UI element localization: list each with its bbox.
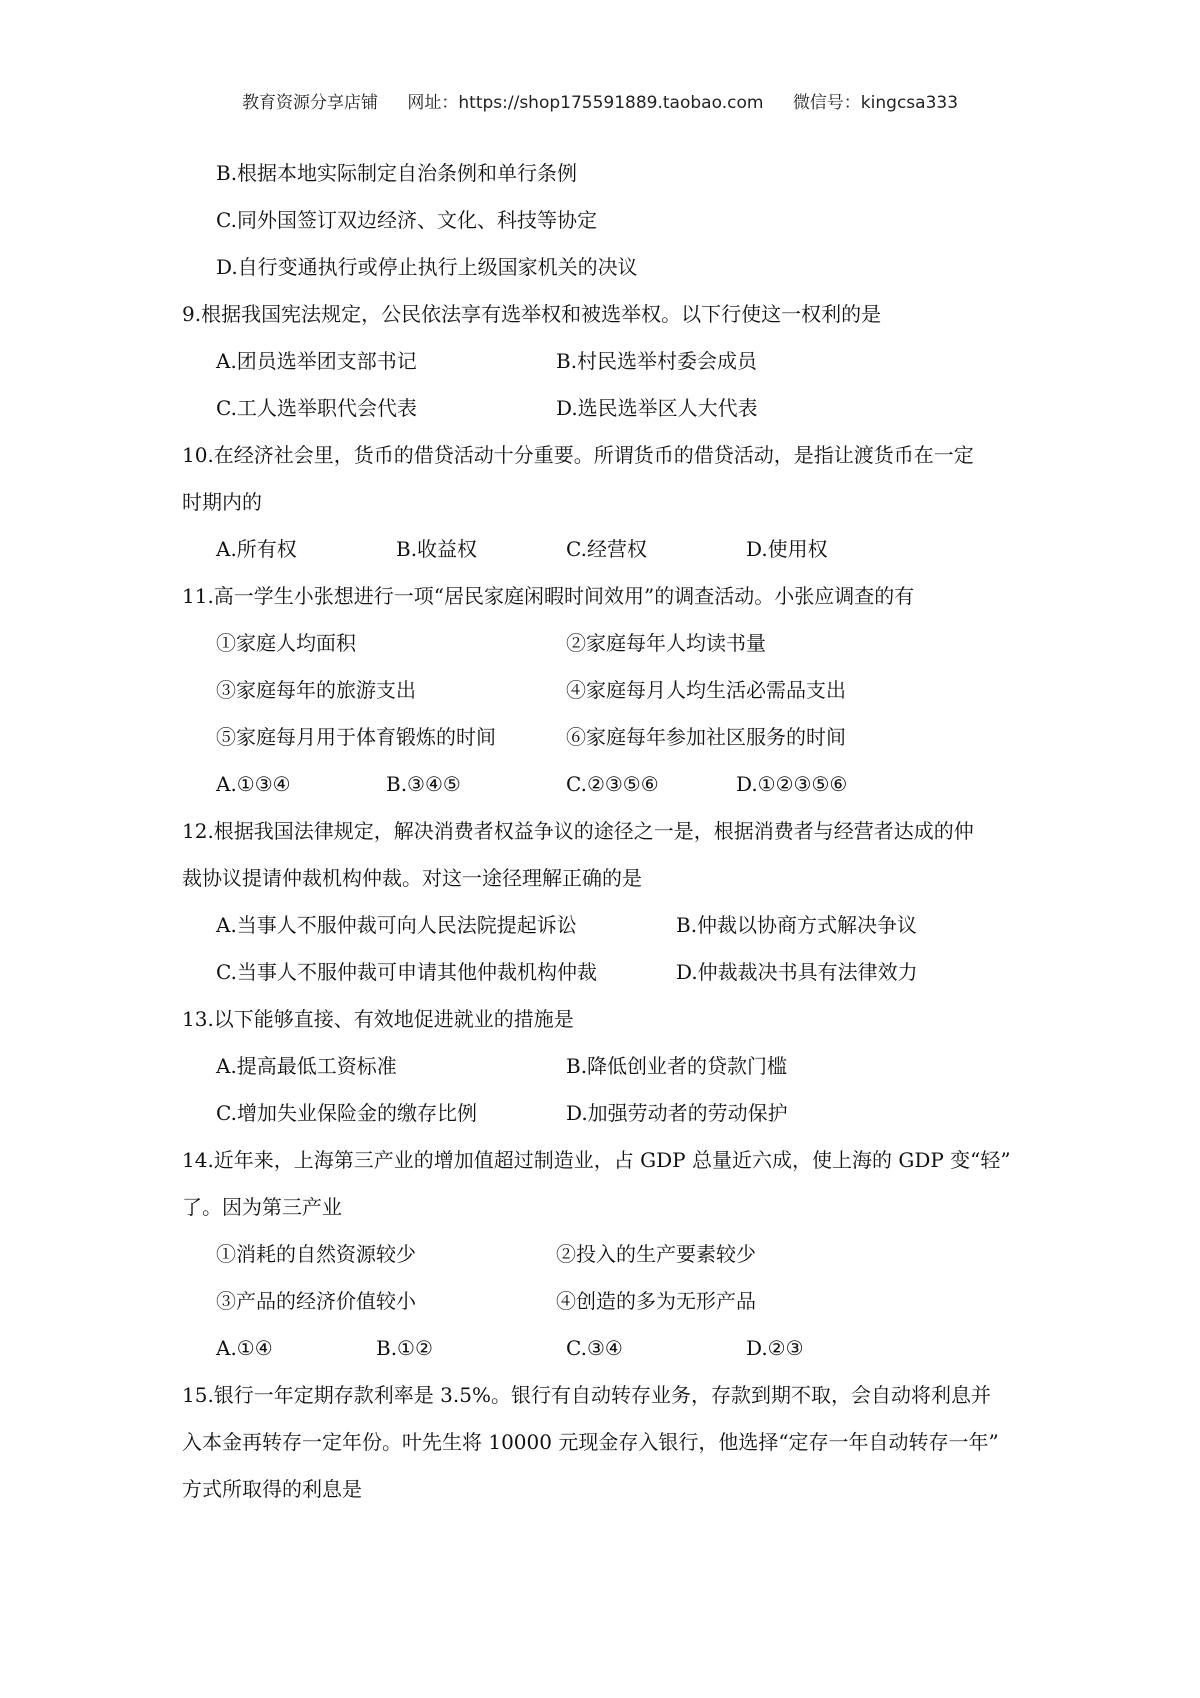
q10-option-b: B.收益权: [396, 537, 478, 561]
header-wechat: 微信号：kingcsa333: [792, 93, 959, 113]
q14-stem-line2: 了。因为第三产业: [182, 1195, 342, 1219]
q11-item-4: ④家庭每月人均生活必需品支出: [566, 678, 846, 702]
q9-option-d: D.选民选举区人大代表: [556, 396, 758, 420]
q12-option-a: A.当事人不服仲裁可向人民法院提起诉讼: [216, 913, 577, 937]
q11-items-row2: [182, 667, 1042, 714]
q11-options: [182, 761, 1042, 808]
q11-option-a: A.①③④: [216, 772, 291, 796]
q14-option-d: D.②③: [746, 1336, 804, 1360]
q12-stem-line1: 12.根据我国法律规定，解决消费者权益争议的途径之一是，根据消费者与经营者达成的仲: [182, 819, 974, 843]
q14-options: [182, 1325, 1042, 1372]
q9-stem: 9.根据我国宪法规定，公民依法享有选举权和被选举权。以下行使这一权利的是: [182, 302, 882, 326]
header-url: 网址：https://shop175591889.taobao.com: [407, 93, 764, 113]
q8-option-b: B.根据本地实际制定自治条例和单行条例: [216, 161, 578, 185]
q14-option-c: C.③④: [566, 1336, 623, 1360]
q14-item-2: ②投入的生产要素较少: [556, 1242, 756, 1266]
q11-item-2: ②家庭每年人均读书量: [566, 631, 766, 655]
q14-item-4: ④创造的多为无形产品: [556, 1289, 756, 1313]
q11-items-row1: [182, 620, 1042, 667]
q12-options-row2: [182, 949, 1042, 996]
q13-options-row1: [182, 1043, 1042, 1090]
q15-stem-line3: 方式所取得的利息是: [182, 1477, 362, 1501]
q11-option-d: D.①②③⑤⑥: [736, 772, 848, 796]
q14-item-3: ③产品的经济价值较小: [216, 1289, 416, 1313]
q9-option-b: B.村民选举村委会成员: [556, 349, 758, 373]
q11-item-6: ⑥家庭每年参加社区服务的时间: [566, 725, 846, 749]
q10-option-d: D.使用权: [746, 537, 828, 561]
q11-option-b: B.③④⑤: [386, 772, 461, 796]
q12-option-b: B.仲裁以协商方式解决争议: [676, 913, 918, 937]
q11-stem: 11.高一学生小张想进行一项“居民家庭闲暇时间效用”的调查活动。小张应调查的有: [182, 584, 915, 608]
q8-option-d: D.自行变通执行或停止执行上级国家机关的决议: [216, 255, 638, 279]
q11-items-row3: [182, 714, 1042, 761]
q14-option-a: A.①④: [216, 1336, 273, 1360]
q13-option-b: B.降低创业者的贷款门槛: [566, 1054, 788, 1078]
q11-option-c: C.②③⑤⑥: [566, 772, 659, 796]
q10-stem-line1: 10.在经济社会里，货币的借贷活动十分重要。所谓货币的借贷活动，是指让渡货币在一定: [182, 443, 974, 467]
q13-option-d: D.加强劳动者的劳动保护: [566, 1101, 788, 1125]
document-body: [182, 150, 1042, 1513]
q11-item-3: ③家庭每年的旅游支出: [216, 678, 416, 702]
page-header: [0, 88, 1200, 113]
q12-option-c: C.当事人不服仲裁可申请其他仲裁机构仲裁: [216, 960, 597, 984]
q13-option-c: C.增加失业保险金的缴存比例: [216, 1101, 477, 1125]
q12-option-d: D.仲裁裁决书具有法律效力: [676, 960, 918, 984]
q9-options-row1: [182, 338, 1042, 385]
q13-options-row2: [182, 1090, 1042, 1137]
q15-stem-line2: 入本金再转存一定年份。叶先生将 10000 元现金存入银行，他选择“定存一年自动转存一年”: [182, 1430, 999, 1454]
q9-options-row2: [182, 385, 1042, 432]
q14-item-1: ①消耗的自然资源较少: [216, 1242, 416, 1266]
q10-options: [182, 526, 1042, 573]
q10-option-a: A.所有权: [216, 537, 297, 561]
q10-stem-line2: 时期内的: [182, 490, 262, 514]
q13-option-a: A.提高最低工资标准: [216, 1054, 397, 1078]
q8-option-c: C.同外国签订双边经济、文化、科技等协定: [216, 208, 597, 232]
q12-stem-line2: 裁协议提请仲裁机构仲裁。对这一途径理解正确的是: [182, 866, 642, 890]
q14-items-row1: [182, 1231, 1042, 1278]
q14-option-b: B.①②: [376, 1336, 433, 1360]
q11-item-5: ⑤家庭每月用于体育锻炼的时间: [216, 725, 496, 749]
q11-item-1: ①家庭人均面积: [216, 631, 356, 655]
q15-stem-line1: 15.银行一年定期存款利率是 3.5%。银行有自动转存业务，存款到期不取，会自动将利息并: [182, 1383, 991, 1407]
q13-stem: 13.以下能够直接、有效地促进就业的措施是: [182, 1007, 574, 1031]
q9-option-a: A.团员选举团支部书记: [216, 349, 417, 373]
q14-items-row2: [182, 1278, 1042, 1325]
header-shop: 教育资源分享店铺: [241, 93, 378, 113]
q12-options-row1: [182, 902, 1042, 949]
q14-stem-line1: 14.近年来，上海第三产业的增加值超过制造业，占 GDP 总量近六成，使上海的 GDP 变“轻”: [182, 1148, 1011, 1172]
q10-option-c: C.经营权: [566, 537, 647, 561]
q9-option-c: C.工人选举职代会代表: [216, 396, 417, 420]
